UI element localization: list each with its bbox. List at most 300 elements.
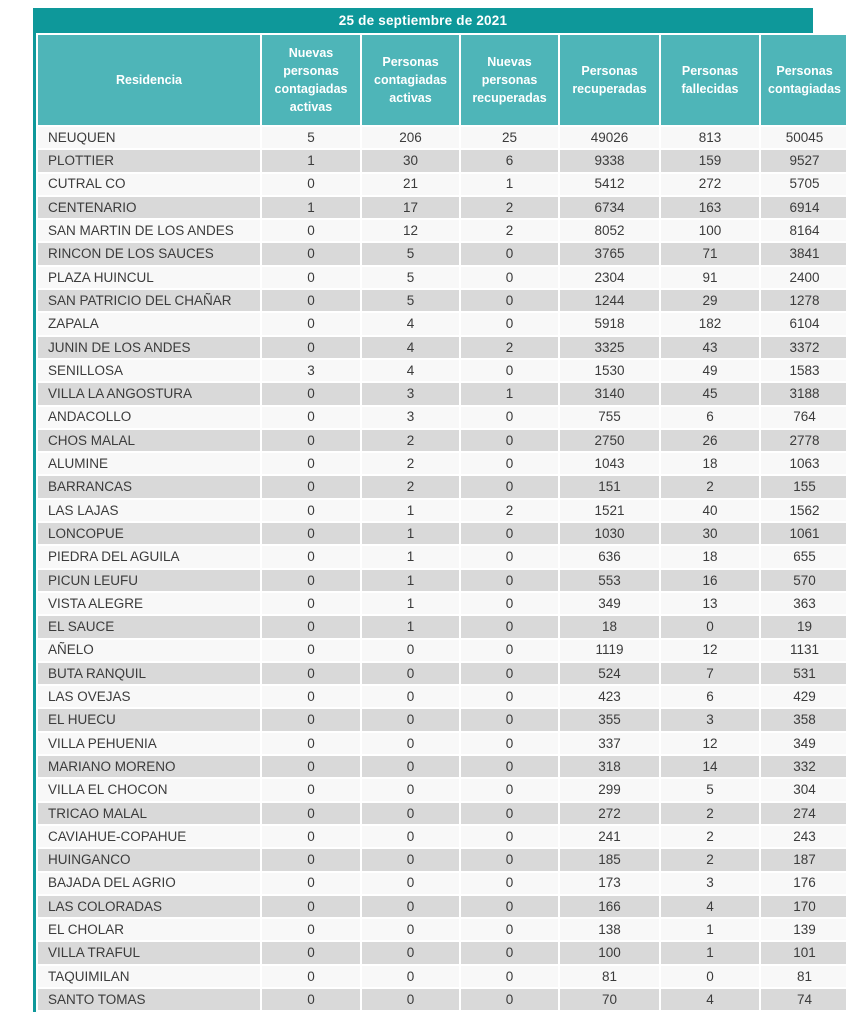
cell-value: 318 xyxy=(559,755,660,778)
cell-value: 2 xyxy=(460,336,559,359)
table-row xyxy=(37,196,846,219)
cell-value: 0 xyxy=(361,778,460,801)
cell-value: 1530 xyxy=(559,359,660,382)
column-header-residencia: Residencia xyxy=(37,34,261,126)
cell-value: 7 xyxy=(660,662,760,685)
cell-residencia: RINCON DE LOS SAUCES xyxy=(37,242,261,265)
cell-residencia: SAN PATRICIO DEL CHAÑAR xyxy=(37,289,261,312)
table-row xyxy=(37,639,846,662)
cell-value: 0 xyxy=(460,639,559,662)
cell-value: 1278 xyxy=(760,289,846,312)
cell-value: 5 xyxy=(660,778,760,801)
cell-value: 43 xyxy=(660,336,760,359)
cell-value: 0 xyxy=(261,522,361,545)
column-header-4: Personas recuperadas xyxy=(559,34,660,126)
cell-value: 1 xyxy=(460,382,559,405)
cell-value: 2 xyxy=(361,429,460,452)
cell-value: 0 xyxy=(460,359,559,382)
cell-value: 0 xyxy=(261,732,361,755)
cell-value: 1 xyxy=(361,499,460,522)
cell-residencia: SANTO TOMAS xyxy=(37,988,261,1011)
cell-value: 0 xyxy=(261,639,361,662)
cell-value: 0 xyxy=(460,802,559,825)
cell-value: 4 xyxy=(361,359,460,382)
table-row xyxy=(37,219,846,242)
cell-value: 18 xyxy=(660,452,760,475)
cell-value: 1521 xyxy=(559,499,660,522)
column-header-6: Personas contagiadas xyxy=(760,34,846,126)
cell-value: 1 xyxy=(361,522,460,545)
cell-value: 8052 xyxy=(559,219,660,242)
cell-value: 0 xyxy=(261,802,361,825)
cell-value: 1030 xyxy=(559,522,660,545)
cell-value: 1 xyxy=(361,592,460,615)
table-row xyxy=(37,732,846,755)
cell-value: 299 xyxy=(559,778,660,801)
cell-value: 91 xyxy=(660,266,760,289)
table-row xyxy=(37,848,846,871)
table-row xyxy=(37,406,846,429)
table-row xyxy=(37,965,846,988)
cell-residencia: ANDACOLLO xyxy=(37,406,261,429)
cell-value: 655 xyxy=(760,545,846,568)
cell-value: 6 xyxy=(660,406,760,429)
cell-value: 0 xyxy=(261,708,361,731)
cell-value: 0 xyxy=(660,965,760,988)
cell-value: 429 xyxy=(760,685,846,708)
cell-value: 17 xyxy=(361,196,460,219)
cell-value: 1 xyxy=(660,918,760,941)
table-row xyxy=(37,499,846,522)
cell-value: 5 xyxy=(361,242,460,265)
cell-residencia: CHOS MALAL xyxy=(37,429,261,452)
cell-value: 0 xyxy=(361,732,460,755)
cell-residencia: CAVIAHUE-COPAHUE xyxy=(37,825,261,848)
cell-value: 5 xyxy=(361,266,460,289)
cell-value: 1 xyxy=(261,196,361,219)
cell-value: 0 xyxy=(460,312,559,335)
table-row xyxy=(37,615,846,638)
cell-value: 423 xyxy=(559,685,660,708)
cell-value: 0 xyxy=(460,662,559,685)
cell-residencia: SENILLOSA xyxy=(37,359,261,382)
cell-value: 0 xyxy=(361,639,460,662)
table-row xyxy=(37,545,846,568)
cell-residencia: VILLA LA ANGOSTURA xyxy=(37,382,261,405)
cell-value: 0 xyxy=(261,965,361,988)
cell-value: 0 xyxy=(460,918,559,941)
table-row xyxy=(37,452,846,475)
table-row xyxy=(37,173,846,196)
cell-value: 5 xyxy=(261,126,361,149)
cell-value: 2400 xyxy=(760,266,846,289)
cell-value: 0 xyxy=(261,406,361,429)
cell-value: 100 xyxy=(559,941,660,964)
cell-value: 2 xyxy=(660,825,760,848)
table-row xyxy=(37,755,846,778)
cell-value: 0 xyxy=(460,895,559,918)
cell-value: 0 xyxy=(460,872,559,895)
cell-value: 3 xyxy=(261,359,361,382)
table-row xyxy=(37,708,846,731)
cell-value: 524 xyxy=(559,662,660,685)
table-header xyxy=(37,34,846,126)
cell-value: 0 xyxy=(261,242,361,265)
table-row xyxy=(37,662,846,685)
cell-value: 0 xyxy=(361,708,460,731)
cell-residencia: PLAZA HUINCUL xyxy=(37,266,261,289)
cell-value: 3188 xyxy=(760,382,846,405)
cell-value: 570 xyxy=(760,569,846,592)
cell-value: 8164 xyxy=(760,219,846,242)
cell-value: 0 xyxy=(261,452,361,475)
cell-residencia: EL CHOLAR xyxy=(37,918,261,941)
cell-residencia: AÑELO xyxy=(37,639,261,662)
cell-residencia: VISTA ALEGRE xyxy=(37,592,261,615)
cell-value: 4 xyxy=(361,312,460,335)
cell-residencia: LAS COLORADAS xyxy=(37,895,261,918)
cell-value: 0 xyxy=(261,662,361,685)
cell-value: 6104 xyxy=(760,312,846,335)
cell-value: 0 xyxy=(261,499,361,522)
table-row xyxy=(37,802,846,825)
cell-value: 1 xyxy=(361,545,460,568)
cell-value: 3765 xyxy=(559,242,660,265)
cell-value: 1063 xyxy=(760,452,846,475)
cell-value: 18 xyxy=(660,545,760,568)
table-row xyxy=(37,941,846,964)
cell-value: 2 xyxy=(460,196,559,219)
cell-value: 0 xyxy=(460,452,559,475)
cell-value: 1043 xyxy=(559,452,660,475)
cell-value: 0 xyxy=(361,755,460,778)
cell-value: 4 xyxy=(660,895,760,918)
cell-value: 2 xyxy=(660,848,760,871)
cell-value: 0 xyxy=(261,266,361,289)
cell-value: 0 xyxy=(460,289,559,312)
cell-value: 16 xyxy=(660,569,760,592)
cell-value: 349 xyxy=(760,732,846,755)
cell-value: 337 xyxy=(559,732,660,755)
table-row xyxy=(37,289,846,312)
cell-value: 25 xyxy=(460,126,559,149)
cell-value: 206 xyxy=(361,126,460,149)
cell-residencia: SAN MARTIN DE LOS ANDES xyxy=(37,219,261,242)
cell-value: 0 xyxy=(261,825,361,848)
table-row xyxy=(37,429,846,452)
cell-value: 163 xyxy=(660,196,760,219)
cell-value: 12 xyxy=(361,219,460,242)
cell-value: 40 xyxy=(660,499,760,522)
cell-value: 764 xyxy=(760,406,846,429)
cell-value: 0 xyxy=(261,755,361,778)
cell-value: 0 xyxy=(261,918,361,941)
cell-value: 1562 xyxy=(760,499,846,522)
cell-value: 19 xyxy=(760,615,846,638)
cell-value: 3372 xyxy=(760,336,846,359)
cell-value: 166 xyxy=(559,895,660,918)
cell-value: 0 xyxy=(361,872,460,895)
cell-value: 0 xyxy=(460,941,559,964)
cell-value: 0 xyxy=(261,872,361,895)
cell-value: 332 xyxy=(760,755,846,778)
cell-value: 0 xyxy=(460,848,559,871)
column-header-2: Personas contagiadas activas xyxy=(361,34,460,126)
cell-value: 0 xyxy=(460,708,559,731)
cell-value: 2778 xyxy=(760,429,846,452)
report-date-title: 25 de septiembre de 2021 xyxy=(36,8,810,33)
cell-residencia: VILLA EL CHOCON xyxy=(37,778,261,801)
cell-value: 2 xyxy=(660,802,760,825)
cell-value: 6 xyxy=(660,685,760,708)
table-row xyxy=(37,382,846,405)
cell-value: 0 xyxy=(261,336,361,359)
cell-value: 187 xyxy=(760,848,846,871)
cell-value: 12 xyxy=(660,639,760,662)
cell-value: 0 xyxy=(660,615,760,638)
cell-value: 5918 xyxy=(559,312,660,335)
cell-value: 0 xyxy=(261,382,361,405)
cell-value: 49 xyxy=(660,359,760,382)
cell-value: 355 xyxy=(559,708,660,731)
cell-value: 0 xyxy=(261,895,361,918)
cell-value: 1 xyxy=(460,173,559,196)
cell-value: 173 xyxy=(559,872,660,895)
table-row xyxy=(37,522,846,545)
cell-residencia: EL SAUCE xyxy=(37,615,261,638)
cell-value: 0 xyxy=(460,755,559,778)
cell-value: 0 xyxy=(261,219,361,242)
cell-value: 5412 xyxy=(559,173,660,196)
cell-value: 243 xyxy=(760,825,846,848)
cell-residencia: ZAPALA xyxy=(37,312,261,335)
cell-value: 0 xyxy=(460,266,559,289)
cell-value: 3 xyxy=(660,708,760,731)
cell-value: 0 xyxy=(261,592,361,615)
cell-value: 0 xyxy=(261,685,361,708)
cell-value: 0 xyxy=(361,895,460,918)
column-header-5: Personas fallecidas xyxy=(660,34,760,126)
cell-value: 272 xyxy=(660,173,760,196)
cell-value: 0 xyxy=(460,732,559,755)
cell-value: 18 xyxy=(559,615,660,638)
cell-value: 0 xyxy=(361,662,460,685)
cell-value: 0 xyxy=(261,941,361,964)
cell-value: 182 xyxy=(660,312,760,335)
cell-value: 4 xyxy=(660,988,760,1011)
table-row xyxy=(37,569,846,592)
table-row xyxy=(37,242,846,265)
cell-residencia: BUTA RANQUIL xyxy=(37,662,261,685)
cell-value: 0 xyxy=(460,522,559,545)
cell-residencia: MARIANO MORENO xyxy=(37,755,261,778)
cell-value: 0 xyxy=(460,778,559,801)
cell-value: 6914 xyxy=(760,196,846,219)
cell-value: 1 xyxy=(361,569,460,592)
cell-value: 2750 xyxy=(559,429,660,452)
cell-value: 0 xyxy=(261,569,361,592)
cell-value: 0 xyxy=(460,615,559,638)
cell-value: 2304 xyxy=(559,266,660,289)
cell-residencia: PLOTTIER xyxy=(37,149,261,172)
table-row xyxy=(37,312,846,335)
cell-residencia: PIEDRA DEL AGUILA xyxy=(37,545,261,568)
table-row xyxy=(37,988,846,1011)
cell-value: 272 xyxy=(559,802,660,825)
cell-value: 1 xyxy=(261,149,361,172)
table-row xyxy=(37,592,846,615)
cell-value: 29 xyxy=(660,289,760,312)
table-row xyxy=(37,918,846,941)
cell-value: 0 xyxy=(261,615,361,638)
cell-value: 49026 xyxy=(559,126,660,149)
table-row xyxy=(37,126,846,149)
cell-value: 274 xyxy=(760,802,846,825)
cell-value: 81 xyxy=(559,965,660,988)
cell-value: 0 xyxy=(460,242,559,265)
cell-value: 0 xyxy=(361,988,460,1011)
cell-value: 0 xyxy=(460,545,559,568)
cell-value: 0 xyxy=(261,173,361,196)
cell-value: 813 xyxy=(660,126,760,149)
cell-value: 0 xyxy=(460,825,559,848)
cell-value: 1 xyxy=(660,941,760,964)
residences-data-table xyxy=(36,33,846,1012)
header-row xyxy=(37,34,846,126)
cell-value: 1583 xyxy=(760,359,846,382)
cell-value: 176 xyxy=(760,872,846,895)
cell-value: 0 xyxy=(460,429,559,452)
cell-value: 2 xyxy=(460,499,559,522)
cell-residencia: TRICAO MALAL xyxy=(37,802,261,825)
cell-value: 26 xyxy=(660,429,760,452)
cell-value: 45 xyxy=(660,382,760,405)
cell-value: 1131 xyxy=(760,639,846,662)
cell-value: 1061 xyxy=(760,522,846,545)
cell-value: 349 xyxy=(559,592,660,615)
cell-value: 304 xyxy=(760,778,846,801)
cell-residencia: VILLA TRAFUL xyxy=(37,941,261,964)
cell-value: 531 xyxy=(760,662,846,685)
cell-value: 2 xyxy=(361,452,460,475)
cell-residencia: BARRANCAS xyxy=(37,475,261,498)
cell-value: 9338 xyxy=(559,149,660,172)
cell-value: 0 xyxy=(460,569,559,592)
cell-value: 6 xyxy=(460,149,559,172)
cell-value: 0 xyxy=(261,289,361,312)
cell-value: 185 xyxy=(559,848,660,871)
cell-value: 0 xyxy=(361,941,460,964)
cell-value: 0 xyxy=(361,685,460,708)
table-row xyxy=(37,778,846,801)
table-body xyxy=(37,126,846,1011)
cell-value: 0 xyxy=(261,778,361,801)
cell-value: 0 xyxy=(361,848,460,871)
cell-value: 139 xyxy=(760,918,846,941)
cell-value: 30 xyxy=(361,149,460,172)
table-row xyxy=(37,336,846,359)
table-row xyxy=(37,685,846,708)
cell-residencia: EL HUECU xyxy=(37,708,261,731)
cell-value: 3140 xyxy=(559,382,660,405)
cell-residencia: CUTRAL CO xyxy=(37,173,261,196)
cell-residencia: LAS OVEJAS xyxy=(37,685,261,708)
cell-value: 50045 xyxy=(760,126,846,149)
cell-value: 358 xyxy=(760,708,846,731)
table-row xyxy=(37,825,846,848)
cell-value: 0 xyxy=(361,802,460,825)
cell-value: 0 xyxy=(460,965,559,988)
cell-value: 100 xyxy=(660,219,760,242)
cell-value: 0 xyxy=(361,918,460,941)
cell-value: 363 xyxy=(760,592,846,615)
cell-value: 0 xyxy=(460,592,559,615)
cell-value: 755 xyxy=(559,406,660,429)
cell-value: 0 xyxy=(261,545,361,568)
cell-value: 2 xyxy=(361,475,460,498)
cell-value: 4 xyxy=(361,336,460,359)
cell-value: 0 xyxy=(261,988,361,1011)
table-row xyxy=(37,872,846,895)
cell-residencia: NEUQUEN xyxy=(37,126,261,149)
cell-value: 9527 xyxy=(760,149,846,172)
cell-value: 14 xyxy=(660,755,760,778)
table-row xyxy=(37,359,846,382)
table-row xyxy=(37,266,846,289)
cell-value: 2 xyxy=(660,475,760,498)
cell-value: 170 xyxy=(760,895,846,918)
cell-value: 74 xyxy=(760,988,846,1011)
cell-value: 553 xyxy=(559,569,660,592)
cell-value: 3325 xyxy=(559,336,660,359)
cell-value: 12 xyxy=(660,732,760,755)
cell-residencia: BAJADA DEL AGRIO xyxy=(37,872,261,895)
cell-value: 5 xyxy=(361,289,460,312)
cell-value: 241 xyxy=(559,825,660,848)
cell-value: 0 xyxy=(460,475,559,498)
table-row xyxy=(37,475,846,498)
cell-value: 0 xyxy=(261,312,361,335)
cell-residencia: PICUN LEUFU xyxy=(37,569,261,592)
cell-value: 81 xyxy=(760,965,846,988)
cell-value: 3 xyxy=(361,382,460,405)
cell-residencia: ALUMINE xyxy=(37,452,261,475)
covid-report-table xyxy=(33,8,841,1012)
cell-value: 0 xyxy=(460,988,559,1011)
cell-value: 1119 xyxy=(559,639,660,662)
cell-value: 159 xyxy=(660,149,760,172)
cell-value: 0 xyxy=(460,685,559,708)
cell-residencia: HUINGANCO xyxy=(37,848,261,871)
column-header-3: Nuevas personas recuperadas xyxy=(460,34,559,126)
cell-value: 6734 xyxy=(559,196,660,219)
column-header-1: Nuevas personas contagiadas activas xyxy=(261,34,361,126)
cell-residencia: TAQUIMILAN xyxy=(37,965,261,988)
cell-residencia: VILLA PEHUENIA xyxy=(37,732,261,755)
cell-value: 0 xyxy=(460,406,559,429)
cell-value: 21 xyxy=(361,173,460,196)
cell-value: 0 xyxy=(361,825,460,848)
cell-value: 13 xyxy=(660,592,760,615)
cell-value: 0 xyxy=(261,848,361,871)
cell-value: 138 xyxy=(559,918,660,941)
cell-value: 0 xyxy=(361,965,460,988)
cell-residencia: JUNIN DE LOS ANDES xyxy=(37,336,261,359)
cell-value: 30 xyxy=(660,522,760,545)
cell-residencia: LAS LAJAS xyxy=(37,499,261,522)
cell-residencia: LONCOPUE xyxy=(37,522,261,545)
cell-value: 3841 xyxy=(760,242,846,265)
